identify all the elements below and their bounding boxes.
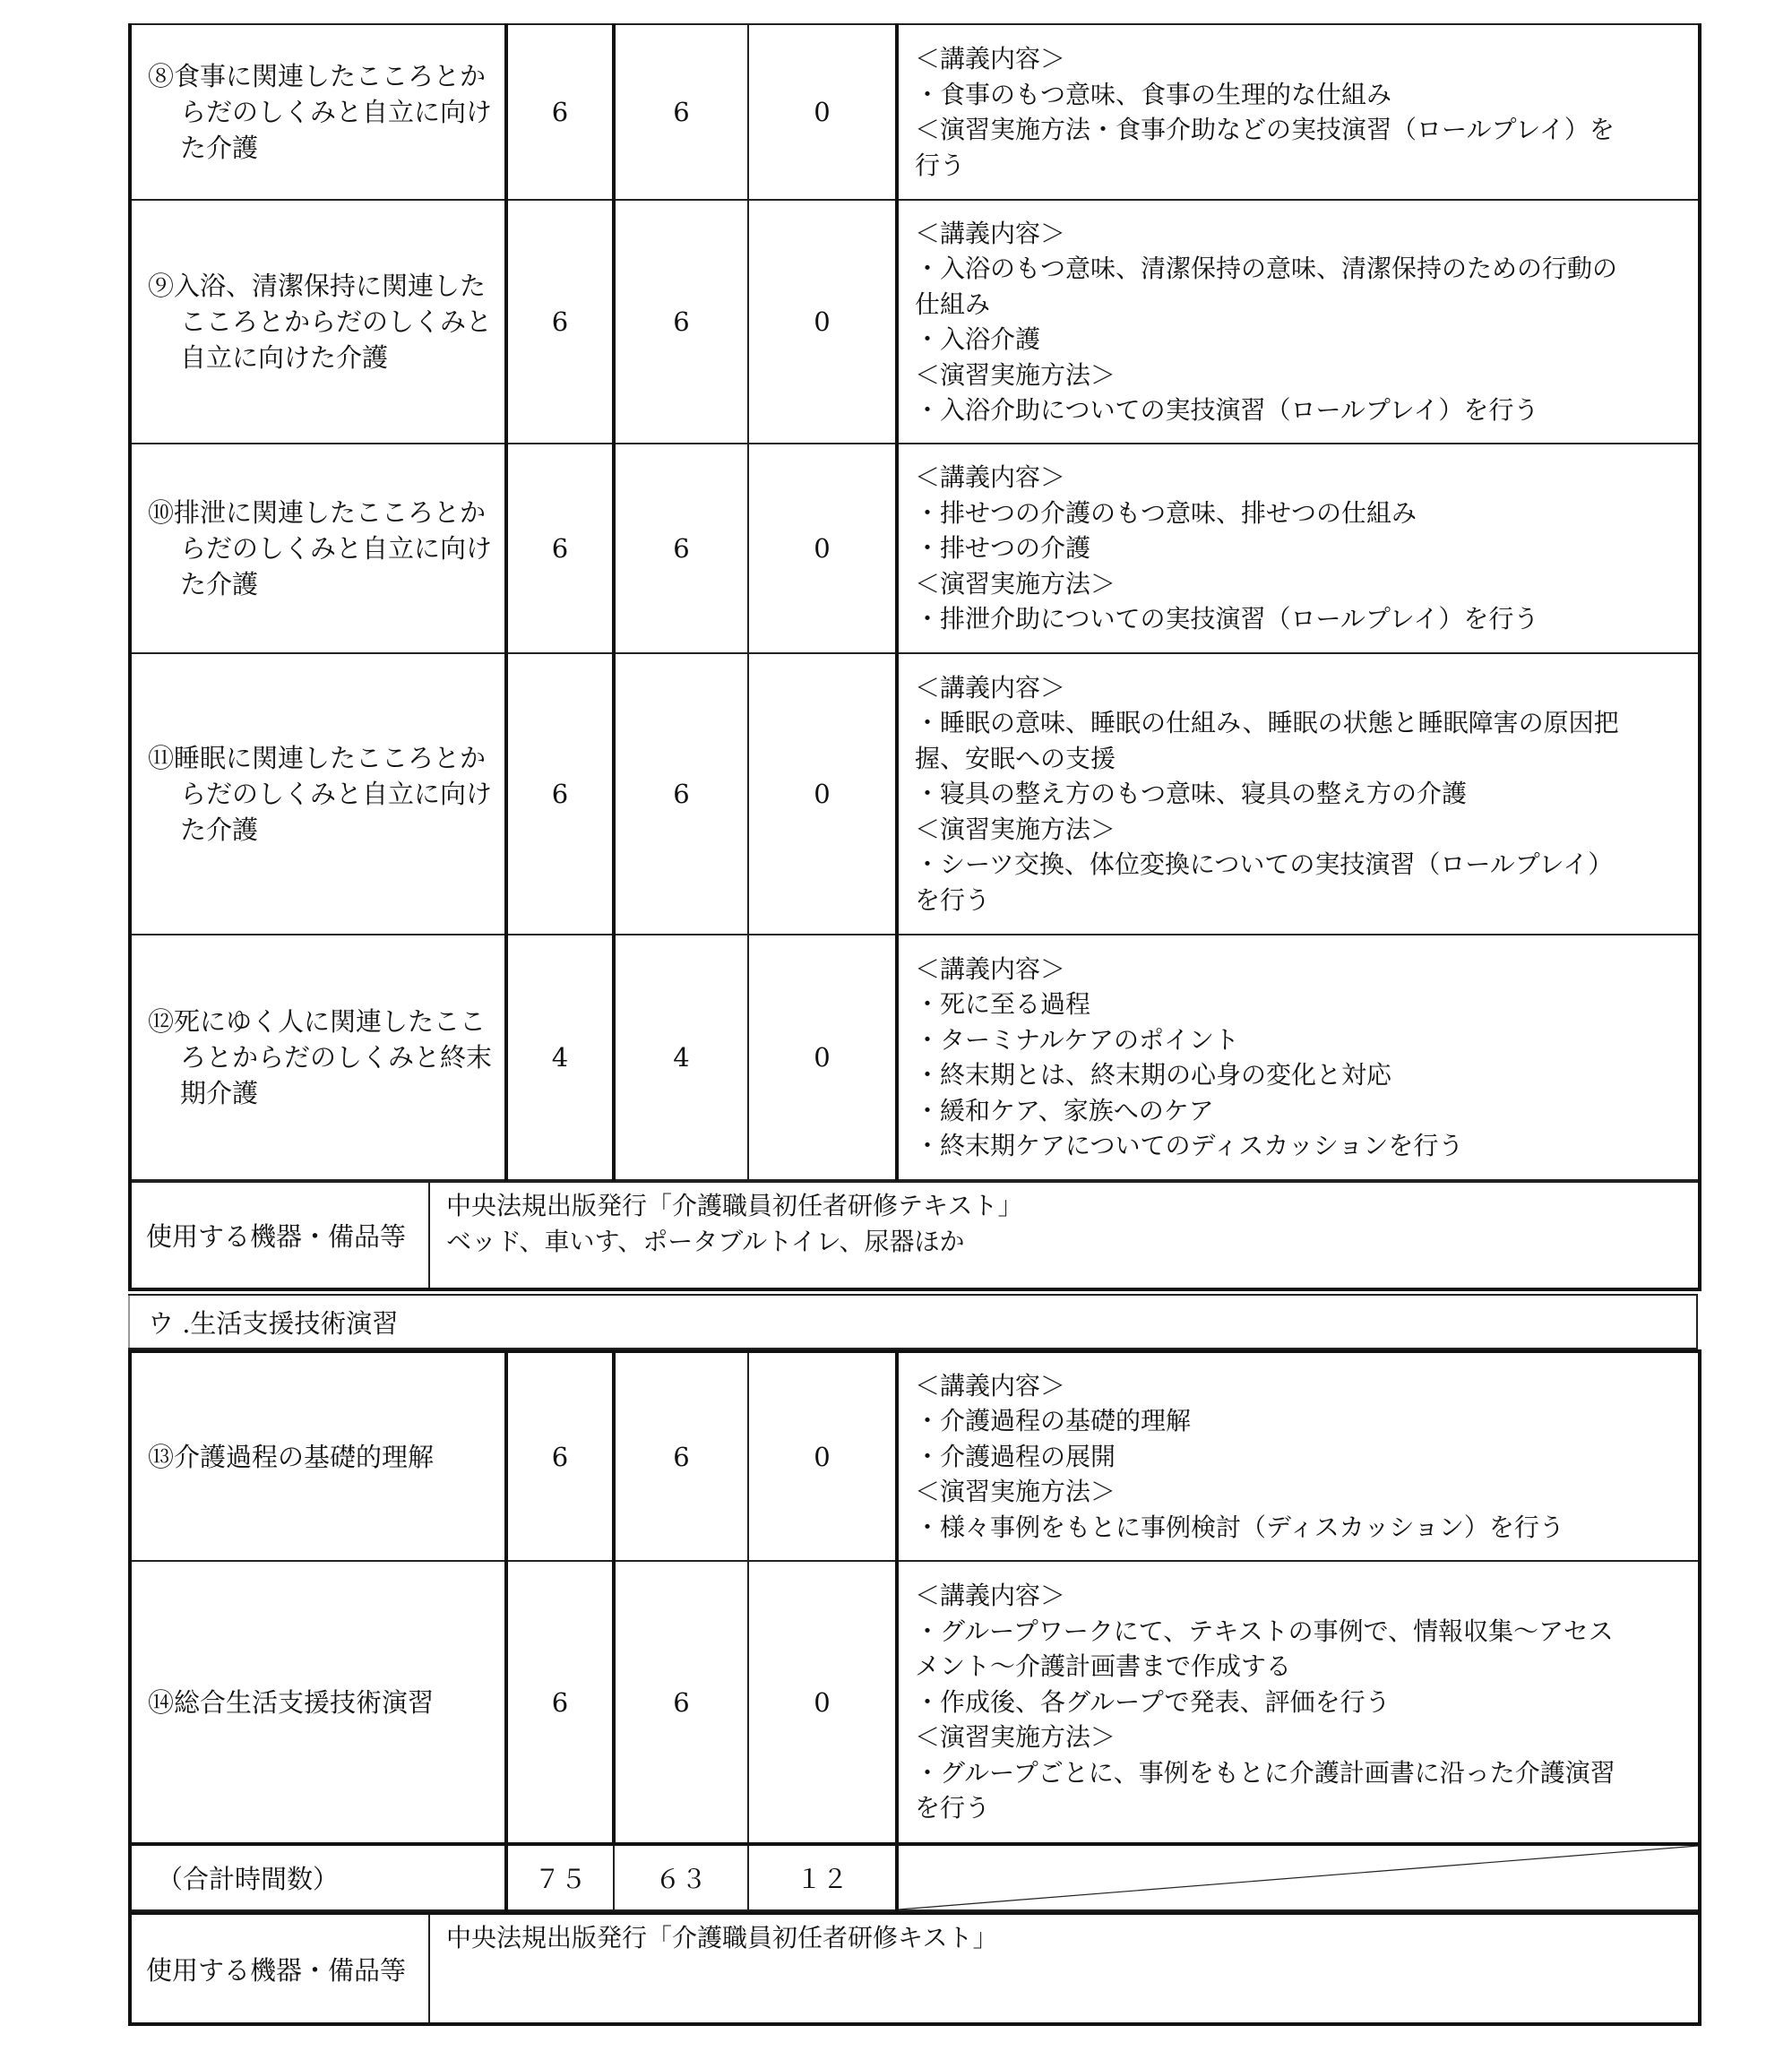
- diagonal-line: [899, 1846, 1698, 1909]
- total-hours-cell: 6: [506, 653, 614, 935]
- subject-cell: [130, 935, 506, 1180]
- curriculum-row: [130, 1351, 1700, 1561]
- subject-text: ⑭総合生活支援技術演習: [148, 1686, 435, 1718]
- lecture-hours-cell: 6: [614, 444, 748, 653]
- content-line: ・グループワークにて、テキストの事例で、情報収集～アセス: [915, 1616, 1614, 1646]
- totals-lecture-hours: ６３: [614, 1844, 748, 1910]
- content-line: ＜講義内容＞: [915, 1581, 1066, 1611]
- equipment-table-a: [128, 1181, 1702, 1291]
- content-line: ＜演習実施方法＞: [915, 359, 1116, 390]
- equipment-row: [130, 1182, 1700, 1289]
- practice-hours-cell: 0: [748, 1351, 897, 1561]
- practice-hours-cell: 0: [748, 653, 897, 935]
- practice-hours-cell: 0: [748, 444, 897, 653]
- content-line: ・ターミナルケアのポイント: [915, 1024, 1240, 1055]
- subject-text: ⑩排泄に関連したこころとからだのしくみと自立に向けた介護: [148, 497, 493, 599]
- total-hours-cell: 6: [506, 1351, 614, 1561]
- content-line: ・シーツ交換、体位変換についての実技演習（ロールプレイ）: [915, 849, 1614, 880]
- total-hours-cell: 6: [506, 200, 614, 444]
- practice-hours-cell: 0: [748, 200, 897, 444]
- totals-empty-diagonal-cell: [897, 1844, 1700, 1910]
- lecture-hours-cell: 6: [614, 1351, 748, 1561]
- lecture-hours-cell: 6: [614, 653, 748, 935]
- content-line: 仕組み: [915, 289, 991, 319]
- content-line: ・様々事例をもとに事例検討（ディスカッション）を行う: [915, 1512, 1564, 1542]
- content-line: ＜演習実施方法＞: [915, 1722, 1116, 1753]
- content-cell: [897, 1351, 1700, 1561]
- content-line: ＜演習実施方法＞: [915, 1477, 1116, 1507]
- content-line: ・入浴介助についての実技演習（ロールプレイ）を行う: [915, 395, 1539, 425]
- content-cell: [897, 1561, 1700, 1844]
- equipment-text: [429, 1913, 1700, 2024]
- subject-text: ⑧食事に関連したこころとからだのしくみと自立に向けた介護: [148, 61, 493, 163]
- equipment-line: 中央法規出版発行「介護職員初任者研修テキスト」: [446, 1191, 1023, 1220]
- subject-text: ⑪睡眠に関連したこころとからだのしくみと自立に向けた介護: [148, 743, 493, 845]
- curriculum-row: [130, 24, 1700, 200]
- content-line: ＜講義内容＞: [915, 44, 1066, 73]
- lecture-hours-cell: 6: [614, 24, 748, 200]
- content-line: ・緩和ケア、家族へのケア: [915, 1095, 1214, 1125]
- equipment-row: [130, 1913, 1700, 2024]
- content-line: ＜講義内容＞: [915, 1370, 1066, 1401]
- content-line: 握、安眠への支援: [915, 743, 1116, 773]
- content-line: を行う: [915, 1793, 991, 1823]
- subject-cell: [130, 1561, 506, 1844]
- content-line: ・終末期ケアについてのディスカッションを行う: [915, 1131, 1464, 1160]
- practice-hours-cell: 0: [748, 935, 897, 1180]
- equipment-text: [429, 1182, 1700, 1289]
- content-cell: [897, 653, 1700, 935]
- curriculum-table-b: [128, 1349, 1702, 1911]
- content-line: ・介護過程の展開: [915, 1441, 1116, 1471]
- content-line: ・終末期とは、終末期の心身の変化と対応: [915, 1060, 1392, 1090]
- content-line: ＜演習実施方法＞: [915, 568, 1116, 599]
- equipment-label: 使用する機器・備品等: [130, 1913, 429, 2024]
- equipment-label: 使用する機器・備品等: [130, 1182, 429, 1289]
- totals-practice-hours: １２: [748, 1844, 897, 1910]
- content-line: ＜演習実施方法・食事介助などの実技演習（ロールプレイ）を: [915, 115, 1615, 144]
- content-cell: [897, 200, 1700, 444]
- content-line: メント～介護計画書まで作成する: [915, 1651, 1292, 1682]
- curriculum-table-a: [128, 23, 1702, 1181]
- content-line: ・入浴のもつ意味、清潔保持の意味、清潔保持のための行動の: [915, 254, 1618, 283]
- content-line: ・睡眠の意味、睡眠の仕組み、睡眠の状態と睡眠障害の原因把: [915, 708, 1619, 738]
- content-line: ・入浴介護: [915, 324, 1041, 354]
- totals-label: （合計時間数）: [130, 1844, 506, 1910]
- practice-hours-cell: 0: [748, 24, 897, 200]
- section-header-table: [128, 1294, 1698, 1349]
- total-hours-cell: 6: [506, 1561, 614, 1844]
- content-cell: [897, 935, 1700, 1180]
- content-line: ＜演習実施方法＞: [915, 814, 1116, 844]
- subject-cell: [130, 1351, 506, 1561]
- content-line: ・排せつの介護のもつ意味、排せつの仕組み: [915, 497, 1417, 528]
- content-line: ・食事のもつ意味、食事の生理的な仕組み: [915, 79, 1392, 109]
- practice-hours-cell: 0: [748, 1561, 897, 1844]
- subject-text: ⑫死にゆく人に関連したこころとからだのしくみと終末期介護: [148, 1006, 493, 1108]
- subject-cell: [130, 200, 506, 444]
- curriculum-row: [130, 1561, 1700, 1844]
- content-cell: [897, 24, 1700, 200]
- subject-cell: [130, 444, 506, 653]
- content-line: ・介護過程の基礎的理解: [915, 1406, 1192, 1436]
- totals-row: [130, 1844, 1700, 1910]
- content-line: ・グループごとに、事例をもとに介護計画書に沿った介護演習: [915, 1757, 1615, 1788]
- content-line: を行う: [915, 884, 991, 915]
- curriculum-rows-b: [130, 1351, 1700, 1844]
- equipment-line: ベッド、車いす、ポータブルトイレ、尿器ほか: [446, 1227, 965, 1256]
- subject-text: ⑬介護過程の基礎的理解: [148, 1441, 435, 1472]
- curriculum-row: [130, 935, 1700, 1180]
- content-line: ＜講義内容＞: [915, 953, 1066, 984]
- lecture-hours-cell: 6: [614, 200, 748, 444]
- equipment-line: 中央法規出版発行「介護職員初任者研修キスト」: [446, 1923, 998, 1952]
- subject-text: ⑨入浴、清潔保持に関連したこころとからだのしくみと自立に向けた介護: [148, 271, 493, 373]
- total-hours-cell: 4: [506, 935, 614, 1180]
- content-line: ・排泄介助についての実技演習（ロールプレイ）を行う: [915, 604, 1539, 634]
- content-line: ・作成後、各グループで発表、評価を行う: [915, 1686, 1391, 1717]
- content-line: ・寝具の整え方のもつ意味、寝具の整え方の介護: [915, 779, 1468, 809]
- section-title-u: ウ .生活支援技術演習: [129, 1295, 1697, 1349]
- subject-cell: [130, 24, 506, 200]
- total-hours-cell: 6: [506, 24, 614, 200]
- curriculum-row: [130, 200, 1700, 444]
- equipment-table-b: [128, 1911, 1702, 2026]
- content-line: ＜講義内容＞: [915, 218, 1066, 248]
- content-line: ＜講義内容＞: [915, 462, 1066, 493]
- curriculum-row: [130, 653, 1700, 935]
- content-line: ・死に至る過程: [915, 989, 1091, 1019]
- total-hours-cell: 6: [506, 444, 614, 653]
- curriculum-row: [130, 444, 1700, 653]
- content-cell: [897, 444, 1700, 653]
- lecture-hours-cell: 4: [614, 935, 748, 1180]
- content-line: 行う: [915, 150, 966, 180]
- curriculum-sheet: [128, 23, 1698, 2026]
- totals-total-hours: ７５: [506, 1844, 614, 1910]
- content-line: ・排せつの介護: [915, 533, 1091, 564]
- subject-cell: [130, 653, 506, 935]
- content-line: ＜講義内容＞: [915, 672, 1066, 702]
- curriculum-rows-a: [130, 24, 1700, 1180]
- lecture-hours-cell: 6: [614, 1561, 748, 1844]
